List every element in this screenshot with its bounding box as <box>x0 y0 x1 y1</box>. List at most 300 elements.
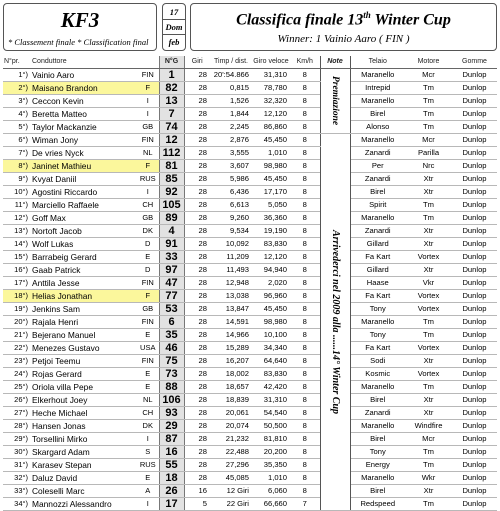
row-time-gap: 27,296 <box>210 459 252 472</box>
row-nationality: E <box>137 329 159 342</box>
row-laps: 28 <box>184 433 210 446</box>
row-driver-name: Petjoi Teemu <box>31 355 137 368</box>
row-kmh: 8 <box>290 82 320 95</box>
row-laps: 28 <box>184 238 210 251</box>
row-chassis: Zanardi <box>350 225 405 238</box>
col-nat <box>137 56 159 69</box>
row-kmh: 8 <box>290 160 320 173</box>
row-position: 34°) <box>3 498 31 511</box>
row-kmh: 8 <box>290 147 320 160</box>
row-time-gap: 12,948 <box>210 277 252 290</box>
row-kmh: 8 <box>290 108 320 121</box>
row-time-gap: 13,038 <box>210 290 252 303</box>
row-engine: Vortex <box>405 368 452 381</box>
row-position: 15°) <box>3 251 31 264</box>
row-engine: Xtr <box>405 355 452 368</box>
row-engine: Vortex <box>405 342 452 355</box>
row-laps: 28 <box>184 264 210 277</box>
row-tyres: Dunlop <box>452 329 497 342</box>
row-chassis: Zanardi <box>350 407 405 420</box>
row-fast-lap: 66,660 <box>252 498 290 511</box>
table-row <box>3 459 497 472</box>
row-time-gap: 18,657 <box>210 381 252 394</box>
row-engine: Tm <box>405 82 452 95</box>
row-time-gap: 1,526 <box>210 95 252 108</box>
row-time-gap: 5,986 <box>210 173 252 186</box>
row-engine: Nrc <box>405 160 452 173</box>
row-tyres: Dunlop <box>452 277 497 290</box>
row-tyres: Dunlop <box>452 420 497 433</box>
row-nationality: GB <box>137 212 159 225</box>
row-tyres: Dunlop <box>452 342 497 355</box>
row-fast-lap: 10,100 <box>252 329 290 342</box>
row-driver-name: Maisano Brandon <box>31 82 137 95</box>
row-driver-name: Vainio Aaro <box>31 69 137 82</box>
row-kart-number: 13 <box>159 95 184 108</box>
table-row <box>3 173 497 186</box>
row-engine: Mcr <box>405 134 452 147</box>
table-row <box>3 433 497 446</box>
row-nationality: NL <box>137 394 159 407</box>
row-fast-lap: 45,450 <box>252 173 290 186</box>
row-driver-name: Ceccon Kevin <box>31 95 137 108</box>
row-tyres: Dunlop <box>452 238 497 251</box>
table-row <box>3 355 497 368</box>
row-chassis: Fa Kart <box>350 251 405 264</box>
table-row <box>3 69 497 82</box>
row-fast-lap: 83,830 <box>252 368 290 381</box>
row-kart-number: 33 <box>159 251 184 264</box>
row-position: 7°) <box>3 147 31 160</box>
note-arrivederci-text: Arrivederci nel 2009 alla ......14° Winter Cup <box>330 229 341 414</box>
results-body <box>3 69 497 511</box>
row-time-gap: 15,289 <box>210 342 252 355</box>
row-time-gap: 12 Giri <box>210 485 252 498</box>
row-position: 22°) <box>3 342 31 355</box>
row-position: 11°) <box>3 199 31 212</box>
row-kmh: 8 <box>290 134 320 147</box>
row-nationality: E <box>137 472 159 485</box>
row-laps: 28 <box>184 472 210 485</box>
row-time-gap: 18,002 <box>210 368 252 381</box>
row-tyres: Dunlop <box>452 160 497 173</box>
date-month: feb <box>168 37 180 47</box>
row-time-gap: 0,815 <box>210 82 252 95</box>
row-kart-number: 97 <box>159 264 184 277</box>
row-position: 9°) <box>3 173 31 186</box>
row-time-gap: 14,966 <box>210 329 252 342</box>
row-time-gap: 3,607 <box>210 160 252 173</box>
row-fast-lap: 98,980 <box>252 316 290 329</box>
row-nationality: FIN <box>137 277 159 290</box>
row-chassis: Maranello <box>350 95 405 108</box>
col-tyres: Gomme <box>452 56 497 69</box>
row-engine: Wkr <box>405 472 452 485</box>
row-kart-number: 4 <box>159 225 184 238</box>
row-nationality: FIN <box>137 355 159 368</box>
row-laps: 28 <box>184 329 210 342</box>
row-engine: Tm <box>405 121 452 134</box>
row-nationality: USA <box>137 342 159 355</box>
row-kart-number: 77 <box>159 290 184 303</box>
row-nationality: A <box>137 485 159 498</box>
row-kart-number: 75 <box>159 355 184 368</box>
row-nationality: RUS <box>137 459 159 472</box>
row-nationality: E <box>137 251 159 264</box>
row-tyres: Dunlop <box>452 134 497 147</box>
row-tyres: Dunlop <box>452 485 497 498</box>
event-title-text: Classifica finale 13 <box>236 11 364 29</box>
row-nationality: E <box>137 381 159 394</box>
table-row <box>3 95 497 108</box>
row-nationality: F <box>137 160 159 173</box>
row-driver-name: Barrabeig Gerard <box>31 251 137 264</box>
row-kmh: 8 <box>290 199 320 212</box>
row-chassis: Kosmic <box>350 368 405 381</box>
row-fast-lap: 1,010 <box>252 472 290 485</box>
row-position: 31°) <box>3 459 31 472</box>
row-chassis: Maranello <box>350 420 405 433</box>
row-tyres: Dunlop <box>452 394 497 407</box>
row-kmh: 8 <box>290 186 320 199</box>
row-kmh: 8 <box>290 173 320 186</box>
note-arrivederci <box>320 134 350 511</box>
table-row <box>3 147 497 160</box>
row-kart-number: 92 <box>159 186 184 199</box>
col-driver: Conduttore <box>31 56 137 69</box>
row-nationality: F <box>137 290 159 303</box>
row-kart-number: 89 <box>159 212 184 225</box>
row-time-gap: 20':54.866 <box>210 69 252 82</box>
row-kmh: 8 <box>290 303 320 316</box>
row-kmh: 8 <box>290 459 320 472</box>
row-chassis: Maranello <box>350 134 405 147</box>
row-position: 4°) <box>3 108 31 121</box>
col-num: N°G <box>159 56 184 69</box>
row-fast-lap: 31,310 <box>252 69 290 82</box>
row-laps: 28 <box>184 459 210 472</box>
row-tyres: Dunlop <box>452 173 497 186</box>
row-time-gap: 18,839 <box>210 394 252 407</box>
row-position: 29°) <box>3 433 31 446</box>
row-kart-number: 7 <box>159 108 184 121</box>
row-kart-number: 35 <box>159 329 184 342</box>
row-position: 20°) <box>3 316 31 329</box>
row-position: 2°) <box>3 82 31 95</box>
row-time-gap: 14,591 <box>210 316 252 329</box>
row-engine: Vortex <box>405 251 452 264</box>
col-time: Timp / dist. <box>210 56 252 69</box>
row-laps: 16 <box>184 485 210 498</box>
row-position: 28°) <box>3 420 31 433</box>
row-engine: Vortex <box>405 290 452 303</box>
row-kmh: 8 <box>290 251 320 264</box>
row-fast-lap: 17,170 <box>252 186 290 199</box>
table-row <box>3 160 497 173</box>
row-time-gap: 6,613 <box>210 199 252 212</box>
row-position: 27°) <box>3 407 31 420</box>
row-chassis: Tony <box>350 303 405 316</box>
row-time-gap: 11,493 <box>210 264 252 277</box>
row-engine: Mcr <box>405 433 452 446</box>
row-laps: 28 <box>184 69 210 82</box>
row-chassis: Energy <box>350 459 405 472</box>
row-position: 25°) <box>3 381 31 394</box>
table-row <box>3 446 497 459</box>
row-kart-number: 82 <box>159 82 184 95</box>
row-chassis: Birel <box>350 186 405 199</box>
row-tyres: Dunlop <box>452 264 497 277</box>
row-position: 17°) <box>3 277 31 290</box>
row-driver-name: Mannozzi Alessandro <box>31 498 137 511</box>
row-kart-number: 16 <box>159 446 184 459</box>
row-kart-number: 85 <box>159 173 184 186</box>
row-time-gap: 21,232 <box>210 433 252 446</box>
row-time-gap: 9,260 <box>210 212 252 225</box>
row-driver-name: Daluz David <box>31 472 137 485</box>
row-driver-name: Hansen Jonas <box>31 420 137 433</box>
row-engine: Xtr <box>405 186 452 199</box>
row-chassis: Birel <box>350 433 405 446</box>
row-engine: Mcr <box>405 69 452 82</box>
row-fast-lap: 19,190 <box>252 225 290 238</box>
row-position: 21°) <box>3 329 31 342</box>
row-laps: 28 <box>184 199 210 212</box>
row-position: 10°) <box>3 186 31 199</box>
row-tyres: Dunlop <box>452 433 497 446</box>
row-kart-number: 46 <box>159 342 184 355</box>
date-day: 17 <box>169 7 179 17</box>
event-title-sup: th <box>363 10 371 20</box>
table-row <box>3 394 497 407</box>
row-fast-lap: 50,500 <box>252 420 290 433</box>
row-engine: Tm <box>405 212 452 225</box>
row-kmh: 8 <box>290 290 320 303</box>
row-kmh: 8 <box>290 472 320 485</box>
table-row <box>3 407 497 420</box>
row-position: 3°) <box>3 95 31 108</box>
row-laps: 28 <box>184 368 210 381</box>
row-driver-name: Rojas Gerard <box>31 368 137 381</box>
row-time-gap: 6,436 <box>210 186 252 199</box>
row-chassis: Maranello <box>350 381 405 394</box>
event-title-end: Winter Cup <box>370 11 451 29</box>
row-driver-name: Rajala Henri <box>31 316 137 329</box>
row-time-gap: 2,245 <box>210 121 252 134</box>
row-kart-number: 55 <box>159 459 184 472</box>
row-position: 12°) <box>3 212 31 225</box>
row-nationality: I <box>137 498 159 511</box>
row-driver-name: Anttila Jesse <box>31 277 137 290</box>
row-laps: 28 <box>184 381 210 394</box>
row-kart-number: 26 <box>159 485 184 498</box>
row-kmh: 8 <box>290 355 320 368</box>
note-premiazione-text: Premiazione <box>330 76 340 126</box>
row-kart-number: 91 <box>159 238 184 251</box>
col-engine: Motore <box>405 56 452 69</box>
row-fast-lap: 34,340 <box>252 342 290 355</box>
date-divider <box>163 34 185 35</box>
row-kmh: 8 <box>290 264 320 277</box>
row-kart-number: 106 <box>159 394 184 407</box>
row-engine: Xtr <box>405 407 452 420</box>
table-row <box>3 381 497 394</box>
row-fast-lap: 12,120 <box>252 108 290 121</box>
row-engine: Vkr <box>405 277 452 290</box>
row-driver-name: Skargard Adam <box>31 446 137 459</box>
row-chassis: Sodi <box>350 355 405 368</box>
row-time-gap: 20,074 <box>210 420 252 433</box>
table-row <box>3 238 497 251</box>
row-laps: 28 <box>184 134 210 147</box>
row-chassis: Fa Kart <box>350 290 405 303</box>
row-tyres: Dunlop <box>452 225 497 238</box>
row-time-gap: 1,844 <box>210 108 252 121</box>
row-engine: Vortex <box>405 303 452 316</box>
row-engine: Tm <box>405 498 452 511</box>
row-kart-number: 12 <box>159 134 184 147</box>
row-driver-name: Taylor Mackanzie <box>31 121 137 134</box>
row-nationality: NL <box>137 147 159 160</box>
date-box <box>162 3 186 51</box>
row-position: 13°) <box>3 225 31 238</box>
row-kart-number: 73 <box>159 368 184 381</box>
row-laps: 28 <box>184 147 210 160</box>
table-row <box>3 108 497 121</box>
row-driver-name: Menezes Gustavo <box>31 342 137 355</box>
row-kmh: 8 <box>290 121 320 134</box>
row-nationality: D <box>137 238 159 251</box>
row-fast-lap: 78,780 <box>252 82 290 95</box>
results-table <box>3 56 497 511</box>
table-row <box>3 368 497 381</box>
row-time-gap: 45,085 <box>210 472 252 485</box>
row-nationality: FIN <box>137 69 159 82</box>
row-tyres: Dunlop <box>452 290 497 303</box>
row-laps: 28 <box>184 121 210 134</box>
row-engine: Xtr <box>405 173 452 186</box>
table-header-row <box>3 56 497 69</box>
row-chassis: Birel <box>350 394 405 407</box>
row-fast-lap: 64,640 <box>252 355 290 368</box>
row-tyres: Dunlop <box>452 472 497 485</box>
row-nationality: CH <box>137 407 159 420</box>
row-kart-number: 93 <box>159 407 184 420</box>
table-row <box>3 82 497 95</box>
row-driver-name: Marciello Raffaele <box>31 199 137 212</box>
row-engine: Xtr <box>405 264 452 277</box>
date-divider <box>163 19 185 20</box>
row-fast-lap: 32,320 <box>252 95 290 108</box>
table-row <box>3 264 497 277</box>
row-kart-number: 74 <box>159 121 184 134</box>
row-nationality: I <box>137 108 159 121</box>
row-kmh: 8 <box>290 95 320 108</box>
table-row <box>3 251 497 264</box>
row-nationality: F <box>137 82 159 95</box>
row-driver-name: Gaab Patrick <box>31 264 137 277</box>
row-nationality: DK <box>137 225 159 238</box>
row-kmh: 8 <box>290 485 320 498</box>
row-nationality: CH <box>137 199 159 212</box>
row-tyres: Dunlop <box>452 459 497 472</box>
row-driver-name: Oriola villa Pepe <box>31 381 137 394</box>
row-tyres: Dunlop <box>452 212 497 225</box>
row-kmh: 8 <box>290 433 320 446</box>
row-kart-number: 47 <box>159 277 184 290</box>
row-tyres: Dunlop <box>452 303 497 316</box>
row-driver-name: Goff Max <box>31 212 137 225</box>
row-tyres: Dunlop <box>452 69 497 82</box>
row-driver-name: Heche Michael <box>31 407 137 420</box>
row-time-gap: 3,555 <box>210 147 252 160</box>
classification-subtitle: * Classement finale * Classification final <box>8 37 149 47</box>
row-time-gap: 10,092 <box>210 238 252 251</box>
row-nationality: I <box>137 186 159 199</box>
row-laps: 28 <box>184 186 210 199</box>
table-row <box>3 121 497 134</box>
row-driver-name: Wolf Lukas <box>31 238 137 251</box>
row-tyres: Dunlop <box>452 251 497 264</box>
table-row <box>3 329 497 342</box>
row-kmh: 8 <box>290 225 320 238</box>
date-weekday: Dom <box>165 22 183 32</box>
row-chassis: Gillard <box>350 264 405 277</box>
row-engine: Tm <box>405 199 452 212</box>
row-kmh: 8 <box>290 342 320 355</box>
row-nationality: FIN <box>137 134 159 147</box>
row-chassis: Haase <box>350 277 405 290</box>
row-fast-lap: 98,980 <box>252 160 290 173</box>
row-laps: 28 <box>184 420 210 433</box>
row-fast-lap: 6,060 <box>252 485 290 498</box>
row-driver-name: Janinet Mathieu <box>31 160 137 173</box>
row-kart-number: 17 <box>159 498 184 511</box>
row-nationality: I <box>137 433 159 446</box>
table-row <box>3 420 497 433</box>
row-driver-name: Helias Jonathan <box>31 290 137 303</box>
table-row <box>3 342 497 355</box>
row-time-gap: 22 Giri <box>210 498 252 511</box>
row-kart-number: 53 <box>159 303 184 316</box>
row-engine: Parilla <box>405 147 452 160</box>
row-chassis: Zanardi <box>350 147 405 160</box>
row-engine: Windfire <box>405 420 452 433</box>
row-kmh: 8 <box>290 420 320 433</box>
row-fast-lap: 45,450 <box>252 303 290 316</box>
col-giri: Giri <box>184 56 210 69</box>
row-kart-number: 29 <box>159 420 184 433</box>
row-kart-number: 81 <box>159 160 184 173</box>
row-fast-lap: 20,200 <box>252 446 290 459</box>
row-position: 16°) <box>3 264 31 277</box>
row-engine: Tm <box>405 329 452 342</box>
header-title-box <box>3 3 157 51</box>
row-fast-lap: 54,540 <box>252 407 290 420</box>
row-driver-name: Nortoft Jacob <box>31 225 137 238</box>
row-engine: Xtr <box>405 485 452 498</box>
row-position: 14°) <box>3 238 31 251</box>
row-driver-name: De vries Nyck <box>31 147 137 160</box>
table-row <box>3 212 497 225</box>
table-row <box>3 134 497 147</box>
row-kmh: 8 <box>290 394 320 407</box>
row-engine: Xtr <box>405 225 452 238</box>
row-chassis: Maranello <box>350 316 405 329</box>
row-position: 1°) <box>3 69 31 82</box>
row-laps: 28 <box>184 251 210 264</box>
row-time-gap: 13,847 <box>210 303 252 316</box>
